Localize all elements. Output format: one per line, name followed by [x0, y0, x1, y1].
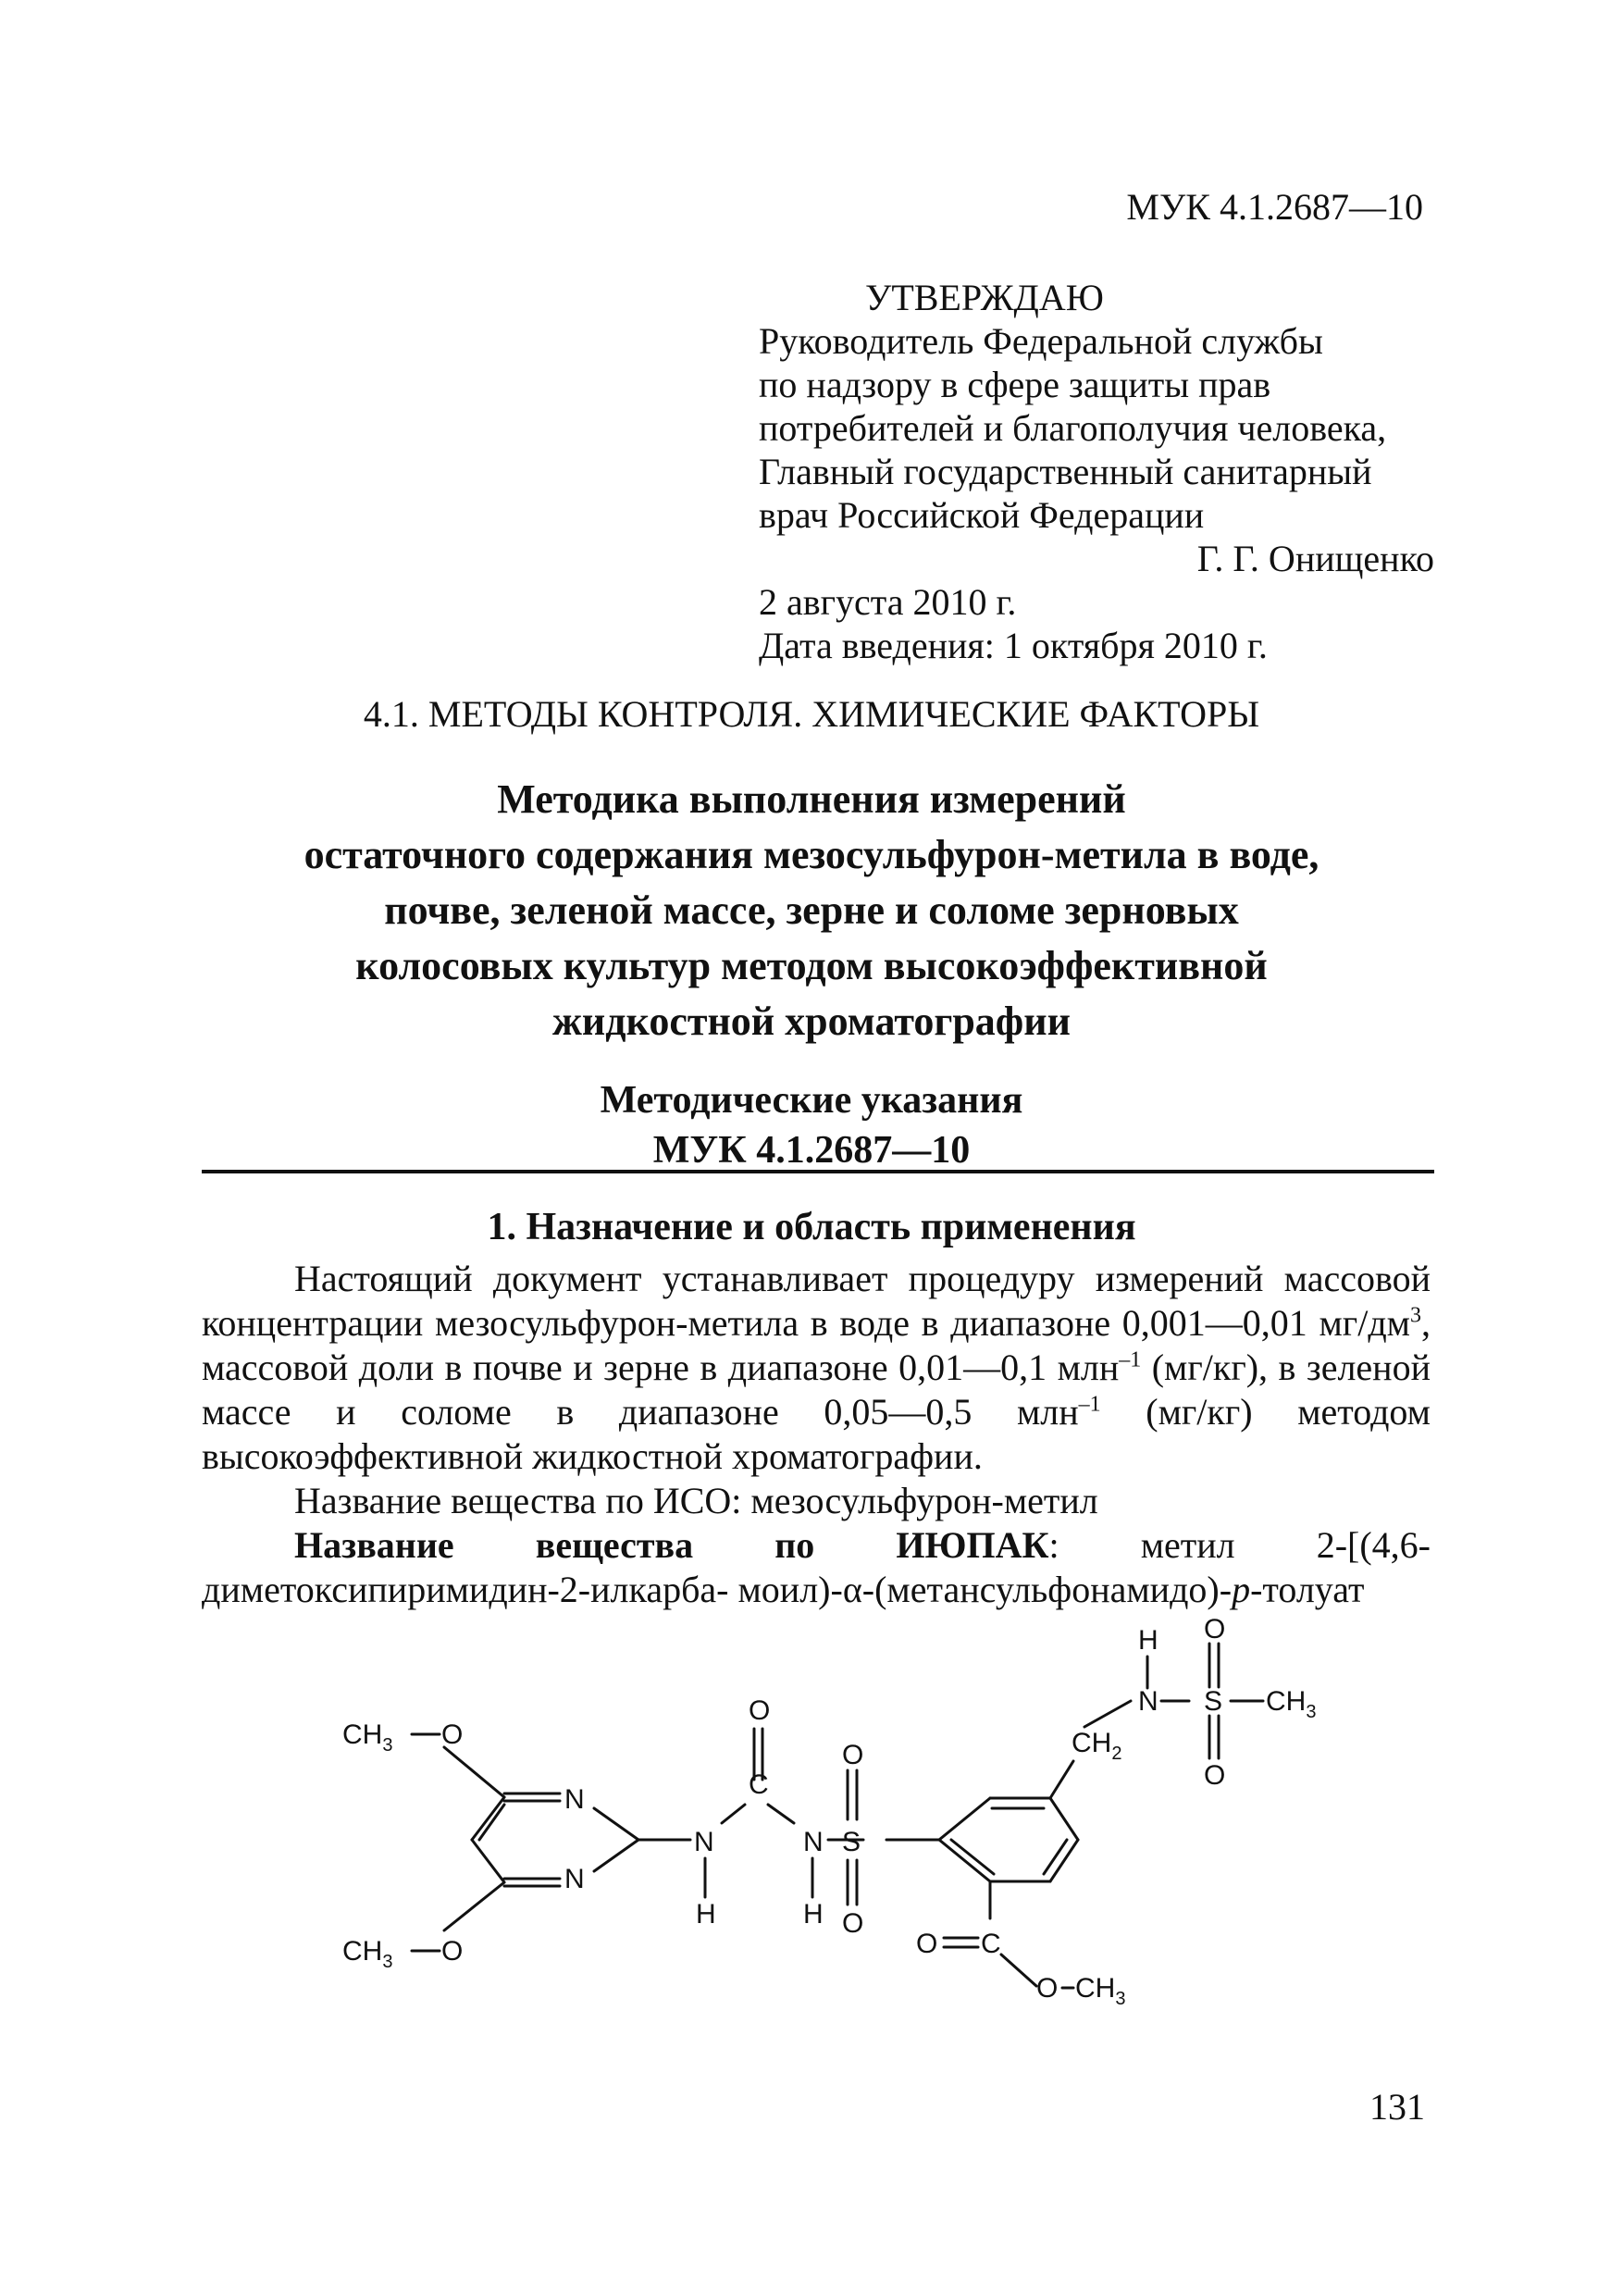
iupac-label: Название вещества по ИЮПАК	[294, 1524, 1049, 1566]
title-line: жидкостной хроматографии	[552, 999, 1071, 1044]
approval-line: по надзору в сфере защиты прав	[759, 364, 1271, 405]
approval-date: 2 августа 2010 г.	[759, 581, 1017, 623]
svg-text:O: O	[1204, 1760, 1226, 1791]
svg-text:N: N	[564, 1784, 585, 1815]
subtitle-line: Методические указания	[600, 1079, 1023, 1122]
svg-text:CH3: $CH_3$	[1266, 1686, 1317, 1722]
approval-heading: УТВЕРЖДАЮ	[865, 277, 1104, 318]
svg-text:O: O	[441, 1936, 464, 1967]
svg-text:O: O	[749, 1695, 771, 1726]
approval-line: врач Российской Федерации	[759, 494, 1205, 536]
svg-text:O: O	[916, 1929, 938, 1959]
document-title	[185, 772, 1438, 1049]
approval-line: Главный государственный санитарный	[759, 451, 1372, 492]
svg-text:N: N	[803, 1827, 824, 1857]
svg-text:N: N	[564, 1864, 585, 1894]
structural-formula	[333, 1599, 1332, 2025]
svg-text:CH3: $CH_3$	[342, 1719, 393, 1756]
iupac-name-paragraph: Название вещества по ИЮПАК: метил 2-[(4,6-диметоксипиримидин-2-илкарба- моил)-α-(метансульфонамидо)-p-толуат	[202, 1524, 1431, 1610]
page-number: 131	[1369, 2086, 1425, 2128]
document-code: МУК 4.1.2687—10	[1126, 186, 1423, 228]
approval-block	[759, 276, 1434, 667]
svg-text:N: N	[1138, 1686, 1158, 1717]
svg-text:O: O	[1036, 1973, 1059, 2004]
introduction-date: Дата введения: 1 октября 2010 г.	[759, 625, 1268, 666]
title-line: почве, зеленой массе, зерне и соломе зерновых	[384, 887, 1239, 933]
svg-text:O: O	[441, 1719, 464, 1750]
svg-text:N: N	[694, 1827, 714, 1857]
approval-line: потребителей и благополучия человека,	[759, 407, 1387, 449]
svg-text:H: H	[696, 1899, 716, 1930]
scope-paragraph: Настоящий документ устанавливает процедуру измерений массовой концентрации мезосульфурон-метила в воде в диапазоне 0,001—0,01 $мг/дм^3$, массовой доли в почве и зерне в диапазоне 0,01—0,1 млн$^{-1}$ (мг/кг), в зеленой массе и соломе в диапазоне 0,05—0,5 млн$^{-1}$ (мг/кг) методом высокоэффективной жидкостной хроматографии.	[202, 1258, 1431, 1477]
svg-text:O: O	[1204, 1614, 1226, 1644]
structural-formula-drawing	[333, 1599, 1332, 2025]
svg-text:S: S	[842, 1827, 861, 1857]
approval-line: Руководитель Федеральной службы	[759, 320, 1323, 362]
svg-text:H: H	[1138, 1625, 1158, 1656]
svg-text:CH3: $CH_3$	[342, 1936, 393, 1972]
approval-signatory: Г. Г. Онищенко	[1196, 538, 1434, 579]
title-line: Методика выполнения измерений	[497, 776, 1126, 822]
svg-text:C: C	[981, 1929, 1001, 1959]
svg-text:O: O	[842, 1908, 864, 1939]
section-body	[202, 1257, 1431, 1612]
svg-text:C: C	[749, 1769, 769, 1800]
svg-text:CH3: $CH_3$	[1075, 1973, 1126, 2009]
title-line: остаточного содержания мезосульфурон-метила в воде,	[304, 832, 1319, 877]
title-line: колосовых культур методом высокоэффективной	[355, 943, 1268, 988]
horizontal-rule	[202, 1170, 1434, 1173]
document-subtitle	[185, 1075, 1438, 1175]
section-caption: 4.1. МЕТОДЫ КОНТРОЛЯ. ХИМИЧЕСКИЕ ФАКТОРЫ	[363, 693, 1260, 735]
section-heading: 1. Назначение и область применения	[487, 1206, 1136, 1248]
svg-text:H: H	[803, 1899, 824, 1930]
iso-name-paragraph: Название вещества по ИСО: мезосульфурон-метил	[294, 1480, 1098, 1521]
svg-text:S: S	[1204, 1686, 1223, 1717]
svg-text:CH2: $CH_2$	[1072, 1728, 1122, 1764]
svg-text:O: O	[842, 1740, 864, 1770]
subtitle-line: МУК 4.1.2687—10	[652, 1129, 971, 1172]
